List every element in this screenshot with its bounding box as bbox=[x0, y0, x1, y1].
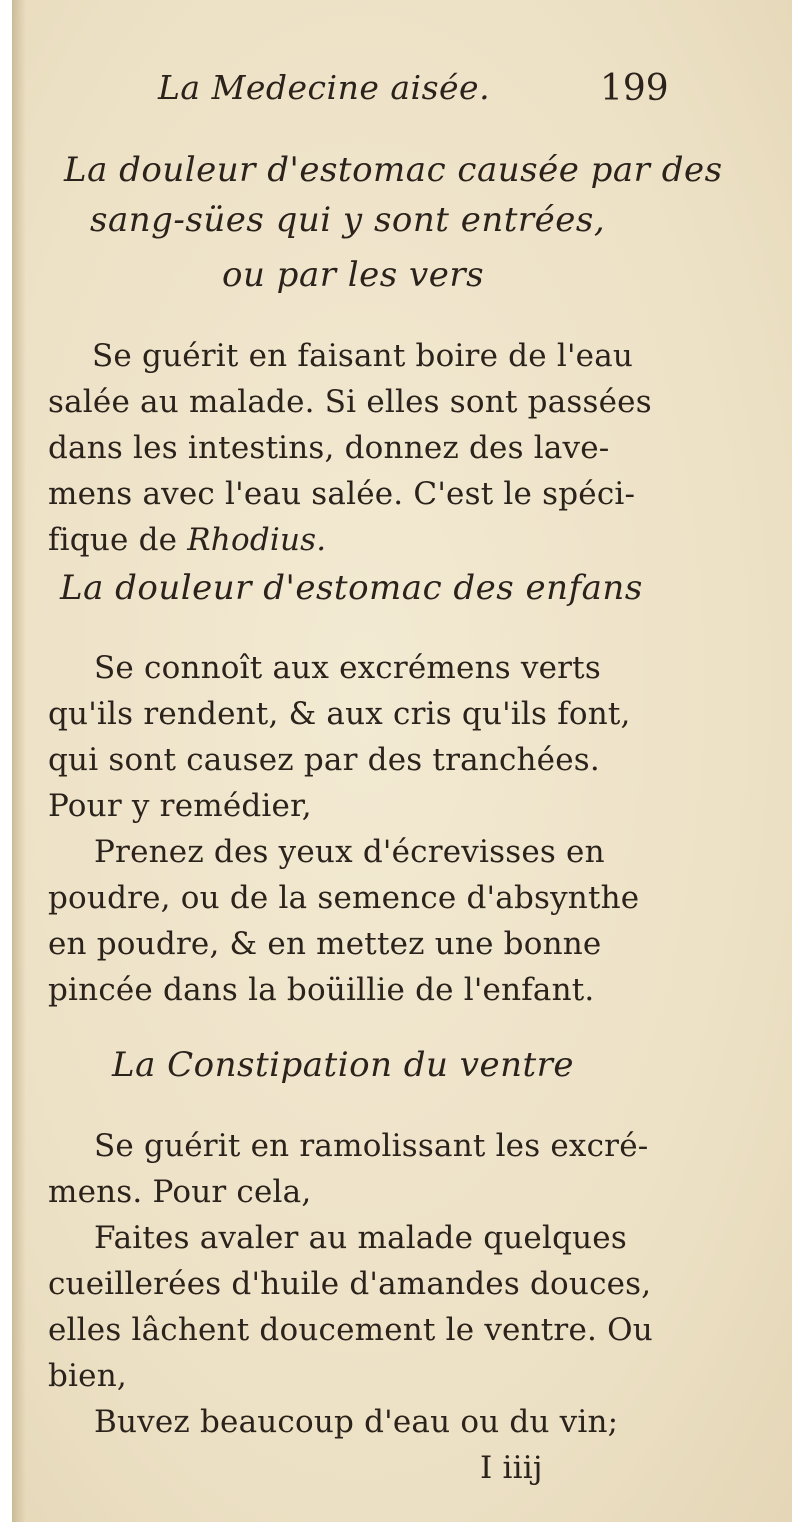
body-text: fique de bbox=[48, 522, 188, 558]
section-heading: La douleur d'estomac des enfans bbox=[60, 568, 643, 608]
body-line bbox=[48, 522, 326, 558]
page-number: 199 bbox=[600, 68, 669, 109]
body-line: Se guérit en ramolissant les excré- bbox=[94, 1128, 649, 1164]
body-line: cueillerées d'huile d'amandes douces, bbox=[48, 1266, 652, 1302]
body-line: dans les intestins, donnez des lave- bbox=[48, 430, 610, 466]
body-line: Se connoît aux excrémens verts bbox=[94, 650, 601, 686]
body-line: mens. Pour cela, bbox=[48, 1174, 312, 1210]
body-line: elles lâchent doucement le ventre. Ou bbox=[48, 1312, 653, 1348]
author-name: Rhodius. bbox=[187, 522, 327, 558]
body-line: Pour y remédier, bbox=[48, 788, 312, 824]
body-line: poudre, ou de la semence d'absynthe bbox=[48, 880, 640, 916]
book-page bbox=[12, 0, 792, 1522]
body-line: bien, bbox=[48, 1358, 127, 1394]
body-line: Prenez des yeux d'écrevisses en bbox=[94, 834, 605, 870]
body-line: en poudre, & en mettez une bonne bbox=[48, 926, 602, 962]
body-line: Buvez beaucoup d'eau ou du vin; bbox=[94, 1404, 619, 1440]
body-line: Faites avaler au malade quelques bbox=[94, 1220, 627, 1256]
section-heading-line: La douleur d'estomac causée par des bbox=[64, 150, 723, 190]
page-gutter-shadow bbox=[12, 0, 26, 1522]
section-heading: La Constipation du ventre bbox=[112, 1045, 575, 1085]
body-line: pincée dans la boüillie de l'enfant. bbox=[48, 972, 595, 1008]
section-heading-line: sang-sües qui y sont entrées, bbox=[90, 200, 606, 240]
body-line: qui sont causez par des tranchées. bbox=[48, 742, 600, 778]
body-line: mens avec l'eau salée. C'est le spéci- bbox=[48, 476, 636, 512]
running-head-title: La Medecine aisée. bbox=[158, 68, 491, 107]
body-line: salée au malade. Si elles sont passées bbox=[48, 384, 652, 420]
section-heading-line: ou par les vers bbox=[222, 255, 485, 295]
body-line: Se guérit en faisant boire de l'eau bbox=[92, 338, 634, 374]
signature-mark: I iiij bbox=[480, 1450, 543, 1486]
body-line: qu'ils rendent, & aux cris qu'ils font, bbox=[48, 696, 631, 732]
